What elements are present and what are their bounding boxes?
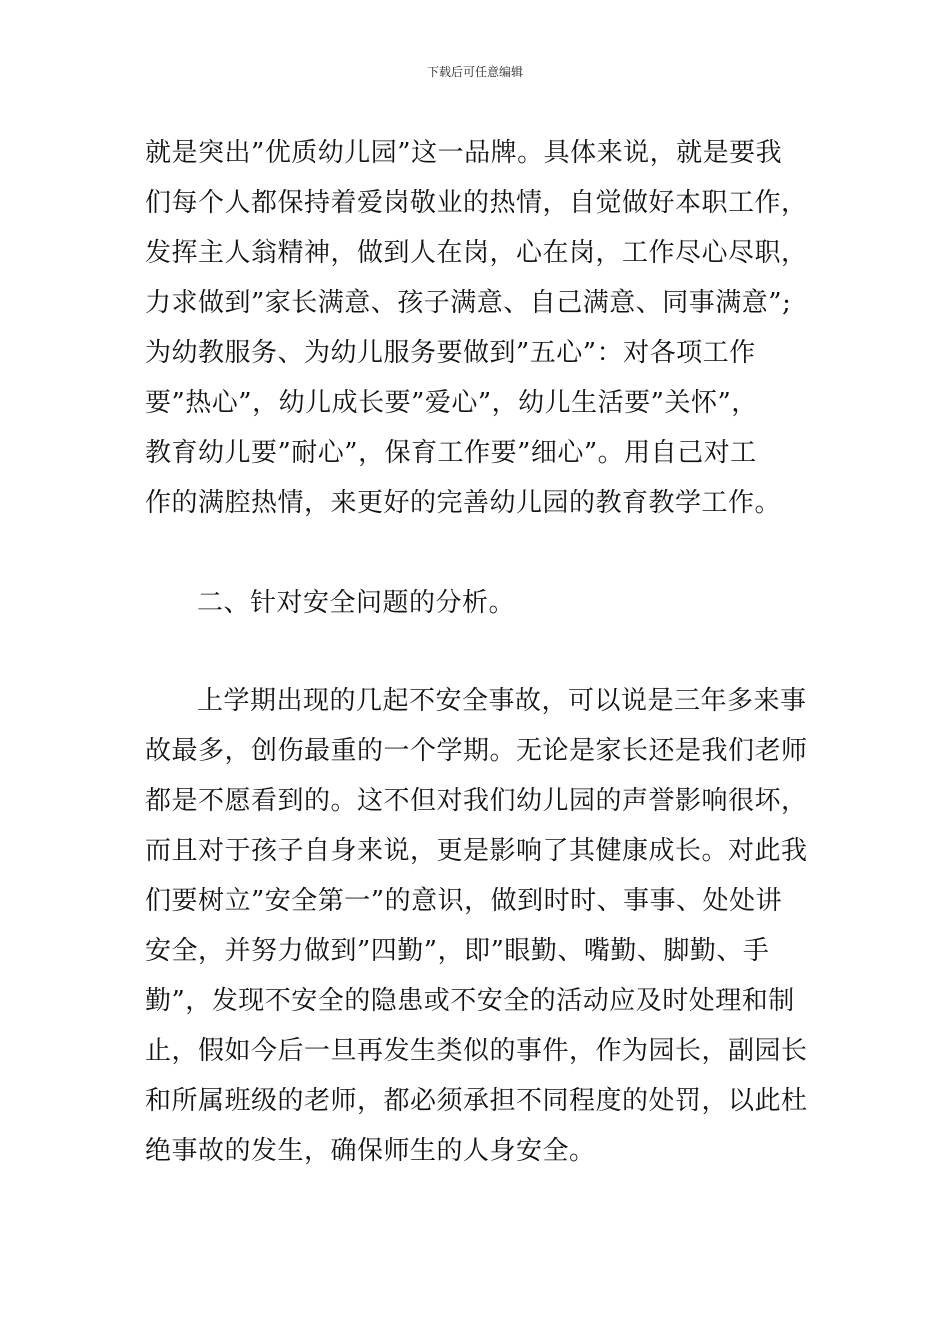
paragraph-line: 要”热心”，幼儿成长要”爱心”，幼儿生活要”关怀”， xyxy=(145,388,758,418)
paragraph-line: 安全，并努力做到”四勤”，即”眼勤、嘴勤、脚勤、手 xyxy=(145,936,770,966)
section-heading: 二、针对安全问题的分析。 xyxy=(197,588,516,618)
paragraph-spacer xyxy=(145,628,825,676)
paragraph-1 xyxy=(145,128,825,528)
paragraph-line: 而且对于孩子自身来说，更是影响了其健康成长。对此我 xyxy=(145,836,808,866)
paragraph-line: 都是不愿看到的。这不但对我们幼儿园的声誉影响很坏， xyxy=(145,786,808,816)
paragraph-line: 们每个人都保持着爱岗敬业的热情，自觉做好本职工作， xyxy=(145,188,808,218)
paragraph-line: 们要树立”安全第一”的意识，做到时时、事事、处处讲 xyxy=(145,886,783,916)
paragraph-line: 勤”，发现不安全的隐患或不安全的活动应及时处理和制 xyxy=(145,986,795,1016)
paragraph-line: 为幼教服务、为幼儿服务要做到”五心”：对各项工作 xyxy=(145,338,756,368)
paragraph-spacer xyxy=(145,528,825,578)
paragraph-line: 绝事故的发生，确保师生的人身安全。 xyxy=(145,1136,596,1166)
paragraph-line: 止，假如今后一旦再发生类似的事件，作为园长，副园长 xyxy=(145,1036,808,1066)
document-body xyxy=(145,128,825,1176)
paragraph-line: 和所属班级的老师，都必须承担不同程度的处罚，以此杜 xyxy=(145,1086,808,1116)
paragraph-line: 就是突出”优质幼儿园”这一品牌。具体来说，就是要我 xyxy=(145,138,783,168)
paragraph-line: 故最多，创伤最重的一个学期。无论是家长还是我们老师 xyxy=(145,736,808,766)
page-header: 下载后可任意编辑 xyxy=(426,65,523,79)
paragraph-line: 教育幼儿要”耐心”，保育工作要”细心”。用自己对工 xyxy=(145,438,757,468)
paragraph-line: 力求做到”家长满意、孩子满意、自己满意、同事满意”; xyxy=(145,288,792,318)
paragraph-line: 发挥主人翁精神，做到人在岗，心在岗，工作尽心尽职， xyxy=(145,238,808,268)
paragraph-2 xyxy=(145,676,825,1176)
paragraph-line: 上学期出现的几起不安全事故，可以说是三年多来事 xyxy=(197,686,807,716)
paragraph-line: 作的满腔热情，来更好的完善幼儿园的教育教学工作。 xyxy=(145,488,782,518)
